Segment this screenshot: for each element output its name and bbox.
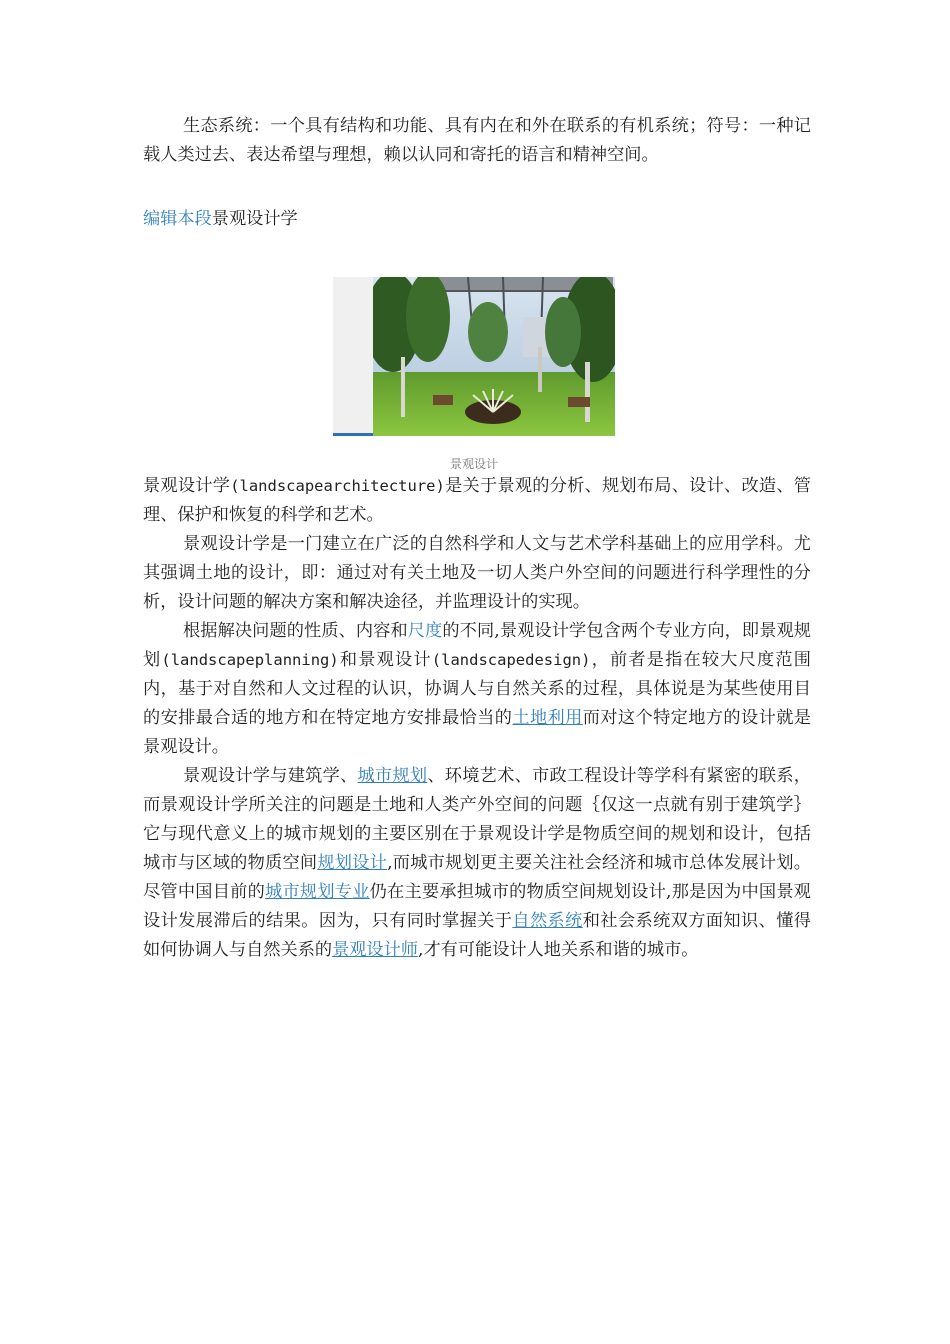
- paragraph-definition: [143, 472, 811, 530]
- directions-english-design: (landscapedesign): [431, 651, 591, 669]
- section-heading: [143, 205, 811, 234]
- link-urban-planning-major[interactable]: 城市规划专业: [265, 882, 370, 902]
- definition-term: 景观设计学: [143, 476, 231, 496]
- garden-photo[interactable]: [333, 277, 615, 436]
- definition-english: (landscapearchitecture): [230, 477, 445, 495]
- directions-text-d: 和景观设计: [338, 650, 432, 670]
- link-land-use[interactable]: 土地利用: [512, 708, 583, 728]
- paragraph-applied: 景观设计学是一门建立在广泛的自然科学和人文与艺术学科基础上的应用学科。尤其强调土地的设计，即：通过对有关土地及一切人类户外空间的问题进行科学理性的分析，设计问题的解决方案和解决途径，并监理设计的实现。: [143, 534, 811, 612]
- section-title: 景观设计学: [211, 209, 298, 229]
- relation-text-b: 、环境艺术、市政工程设计等学科有紧密的联系，而景观设计学所关注的问题是土地和人类产外空间的问题｛仅这一点就有别于建筑学｝它与现代意义上的城市规划的主要区别在于景观设计学是物质空间的规划和设计，包括城市与区域的物质空间: [143, 766, 811, 873]
- document-body: [143, 112, 811, 965]
- link-urban-planning[interactable]: 城市规划: [357, 766, 428, 786]
- relation-text-f: ,才有可能设计人地关系和谐的城市。: [418, 940, 699, 960]
- figure: [333, 277, 615, 472]
- paragraph-relation: [143, 762, 811, 965]
- edit-section-link[interactable]: 编辑本段: [143, 209, 212, 229]
- directions-text-g: 而对这个特定地方的设计就是景观设计。: [143, 708, 811, 757]
- photo-left-strip: [333, 277, 374, 436]
- link-natural-system[interactable]: 自然系统: [512, 911, 583, 931]
- directions-text-f: ，前者是指在较大尺度范围内，基于对自然和人文过程的认识，协调人与自然关系的过程，具体说是为某些使用目的安排最合适的地方和在特定地方安排最恰当的: [143, 650, 811, 728]
- relation-text-c: ,而城市规划更主要关注社会经济和城市总体发展计划。尽管中国目前的: [143, 853, 811, 902]
- paragraph-ecology: 生态系统：一个具有结构和功能、具有内在和外在联系的有机系统；符号：一种记载人类过去、表达希望与理想，赖以认同和寄托的语言和精神空间。: [143, 116, 811, 165]
- directions-english-planning: (landscapeplanning): [161, 651, 339, 669]
- photo-accent-bar: [333, 433, 373, 436]
- link-scale[interactable]: 尺度: [407, 621, 443, 641]
- definition-text: 是关于景观的分析、规划布局、设计、改造、管理、保护和恢复的科学和艺术。: [143, 476, 811, 525]
- directions-text-a: 根据解决问题的性质、内容和: [183, 621, 408, 641]
- garden-image-icon: [373, 277, 615, 436]
- directions-text-b: 的不同,景观设计学包含两个专业方向，即景观规划: [143, 621, 811, 670]
- figure-caption: 景观设计: [449, 457, 498, 471]
- link-planning-design[interactable]: 规划设计: [317, 853, 388, 873]
- relation-text-d: 仍在主要承担城市的物质空间规划设计,那是因为中国景观设计发展滞后的结果。因为，只有同时掌握关于: [143, 882, 811, 931]
- relation-text-e: 和社会系统双方面知识、懂得如何协调人与自然关系的: [143, 911, 811, 960]
- relation-text-a: 景观设计学与建筑学、: [183, 766, 358, 786]
- paragraph-directions: [143, 617, 811, 762]
- link-landscape-designer[interactable]: 景观设计师: [332, 940, 419, 960]
